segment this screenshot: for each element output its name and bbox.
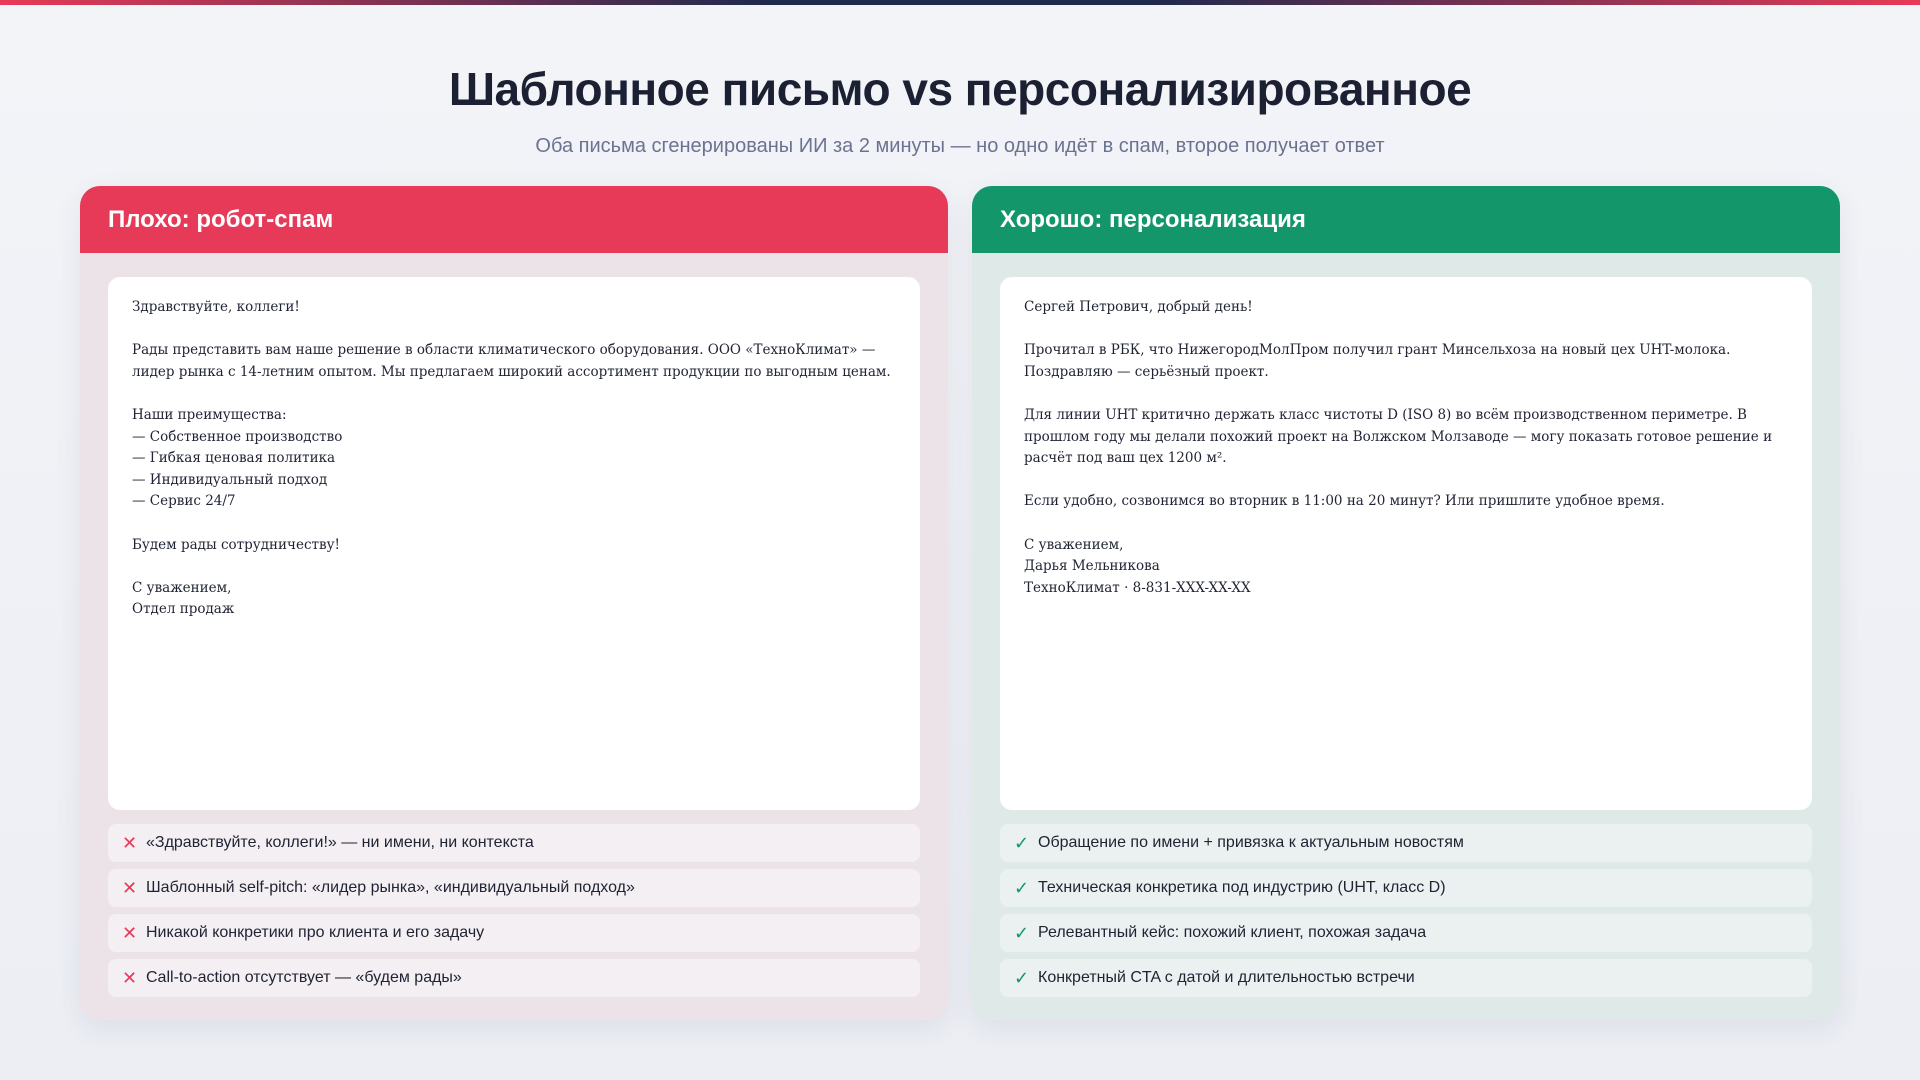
letter-line: — Собственное производство <box>132 428 343 445</box>
good-point-text: Техническая конкретика под индустрию (UHT, класс D) <box>1038 879 1446 896</box>
cross-icon: ✕ <box>122 923 138 943</box>
page-title: Шаблонное письмо vs персонализированное <box>448 63 1472 115</box>
good-point-text: Конкретный CTA с датой и длительностью встречи <box>1038 969 1415 986</box>
bad-point-item <box>108 869 920 907</box>
good-points-list <box>1000 824 1812 1004</box>
bad-point-item <box>108 914 920 952</box>
bad-point-text: Никакой конкретики про клиента и его задачу <box>146 924 485 941</box>
letter-line: Прочитал в РБК, что НижегородМолПром получил грант Минсельхоза на новый цех UHT-молока. Поздравляю — серьёзный проект. <box>1024 342 1731 380</box>
letter-line: Сергей Петрович, добрый день! <box>1024 299 1253 315</box>
bad-point-text: «Здравствуйте, коллеги!» — ни имени, ни контекста <box>146 834 534 851</box>
good-point-text: Обращение по имени + привязка к актуальным новостям <box>1038 834 1464 851</box>
check-icon: ✓ <box>1014 878 1030 898</box>
letter-line: С уважением, <box>132 579 232 596</box>
bad-point-text: Call-to-action отсутствует — «будем рады» <box>146 969 462 986</box>
cross-icon: ✕ <box>122 968 138 988</box>
letter-line <box>1024 383 1788 405</box>
bad-point-text: Шаблонный self-pitch: «лидер рынка», «индивидуальный подход» <box>146 879 635 896</box>
letter-line: Наши преимущества: <box>132 406 287 423</box>
good-point-item <box>1000 959 1812 997</box>
good-panel-header: Хорошо: персонализация <box>972 186 1840 253</box>
letter-line <box>1024 470 1788 492</box>
letter-line: Если удобно, созвонимся во вторник в 11:00 на 20 минут? Или пришлите удобное время. <box>1024 493 1665 510</box>
letter-line <box>1024 319 1788 341</box>
good-example-panel <box>972 186 1840 1020</box>
top-accent-bar <box>0 0 1920 5</box>
letter-line: — Гибкая ценовая политика <box>132 450 336 467</box>
letter-line: Будем рады сотрудничеству! <box>132 536 340 553</box>
bad-points-list <box>108 824 920 1004</box>
letter-line <box>132 319 896 341</box>
good-point-text: Релевантный кейс: похожий клиент, похожая задача <box>1038 924 1427 941</box>
page-subtitle: Оба письма сгенерированы ИИ за 2 минуты — но одно идёт в спам, второе получает ответ <box>535 135 1385 157</box>
bad-point-item <box>108 824 920 862</box>
bad-example-panel <box>80 186 948 1020</box>
check-icon: ✓ <box>1014 833 1030 853</box>
letter-line: Здравствуйте, коллеги! <box>132 299 300 315</box>
good-point-item <box>1000 869 1812 907</box>
bad-panel-header: Плохо: робот-спам <box>80 186 948 253</box>
bad-letter <box>108 277 920 810</box>
good-letter <box>1000 277 1812 810</box>
letter-line <box>1024 513 1788 535</box>
letter-line <box>132 383 896 405</box>
letter-line: ТехноКлимат · 8-831-XXX-XX-XX <box>1024 579 1251 596</box>
letter-line: — Сервис 24/7 <box>132 493 236 510</box>
good-point-item <box>1000 914 1812 952</box>
letter-line: Для линии UHT критично держать класс чистоты D (ISO 8) во всём производственном периметре. В прошлом году мы делали похожий проект на Волжском Молзаводе — могу показать готовое решение и расчёт под ваш цех 1200 м². <box>1024 406 1773 467</box>
check-icon: ✓ <box>1014 968 1030 988</box>
cross-icon: ✕ <box>122 878 138 898</box>
letter-line: Отдел продаж <box>132 601 235 618</box>
letter-line <box>132 513 896 535</box>
letter-line: Дарья Мельникова <box>1024 558 1160 575</box>
letter-line: С уважением, <box>1024 536 1124 553</box>
letter-line: Рады представить вам наше решение в области климатического оборудования. ООО «ТехноКлимат» — лидер рынка с 14-летним опытом. Мы предлагаем широкий ассортимент продукции по выгодным ценам. <box>132 342 891 380</box>
check-icon: ✓ <box>1014 923 1030 943</box>
bad-point-item <box>108 959 920 997</box>
cross-icon: ✕ <box>122 833 138 853</box>
good-point-item <box>1000 824 1812 862</box>
letter-line <box>132 556 896 578</box>
letter-line: — Индивидуальный подход <box>132 471 328 488</box>
